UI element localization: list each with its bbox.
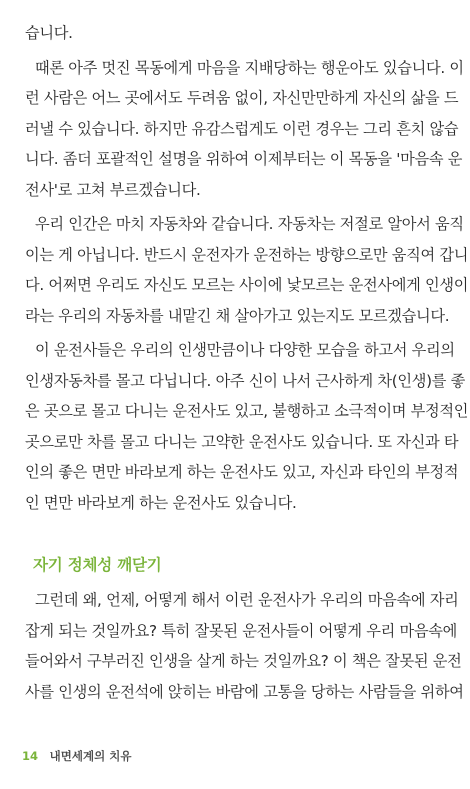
text-line: 때론 아주 멋진 목동에게 마음을 지배당하는 행운아도 있습니다. 이 [35,58,464,77]
body-text-top [25,18,469,518]
running-title: 내면세계의 치유 [49,749,132,763]
paragraph [25,18,451,49]
text-line: 전사'로 고쳐 부르겠습니다. [25,180,201,199]
text-line: 들어와서 구부러진 인생을 살게 하는 것일까요? 이 책은 잘못된 운전 [25,652,462,670]
text-line: 라는 우리의 자동차를 내맡긴 채 살아가고 있는지도 모르겠습니다. [25,306,450,325]
text-line: 니다. 좀더 포괄적인 설명을 위하여 이제부터는 이 목동을 '마음속 운 [25,150,463,168]
paragraph [25,335,469,518]
text-line: 습니다. [25,24,73,42]
body-text-bottom [25,585,464,707]
paragraph [25,53,464,206]
text-line: 이는 게 아닙니다. 반드시 운전자가 운전하는 방향으로만 움직여 갑니 [25,245,469,264]
text-line: 런 사람은 어느 곳에서도 두려움 없이, 자신만만하게 자신의 삶을 드 [25,89,459,107]
text-line: 사를 인생의 운전석에 앉히는 바람에 고통을 당하는 사람들을 위하여 [25,682,464,701]
page-footer [22,748,131,764]
text-line: 은 곳으로 몰고 다니는 운전사도 있고, 불행하고 소극적이며 부정적인 [25,402,469,420]
text-line: 러낼 수 있습니다. 하지만 유감스럽게도 이런 경우는 그리 흔치 않습 [25,119,459,138]
text-line: 인생자동차를 몰고 다닙니다. 아주 신이 나서 근사하게 차(인생)를 좋 [25,371,466,390]
text-line: 그런데 왜, 언제, 어떻게 해서 이런 운전사가 우리의 마음속에 자리 [35,591,459,609]
text-line: 인 면만 바라보게 하는 운전사도 있습니다. [25,493,297,512]
text-line: 잡게 되는 것일까요? 특히 잘못된 운전사들이 어떻게 우리 마음속에 [25,621,458,640]
text-line: 곳으로만 차를 몰고 다니는 고약한 운전사도 있습니다. 또 자신과 타 [25,432,459,451]
section-heading: 자기 정체성 깨닫기 [33,556,162,574]
paragraph [25,209,469,331]
paragraph [25,585,464,707]
page-number: 14 [22,749,39,763]
text-line: 우리 인간은 마치 자동차와 같습니다. 자동차는 저절로 알아서 움직 [35,215,464,233]
text-line: 인의 좋은 면만 바라보게 하는 운전사도 있고, 자신과 타인의 부정적 [25,463,459,481]
text-line: 이 운전사들은 우리의 인생만큼이나 다양한 모습을 하고서 우리의 [35,341,455,359]
text-line: 다. 어쩌면 우리도 자신도 모르는 사이에 낯모르는 운전사에게 인생이 [25,276,469,294]
